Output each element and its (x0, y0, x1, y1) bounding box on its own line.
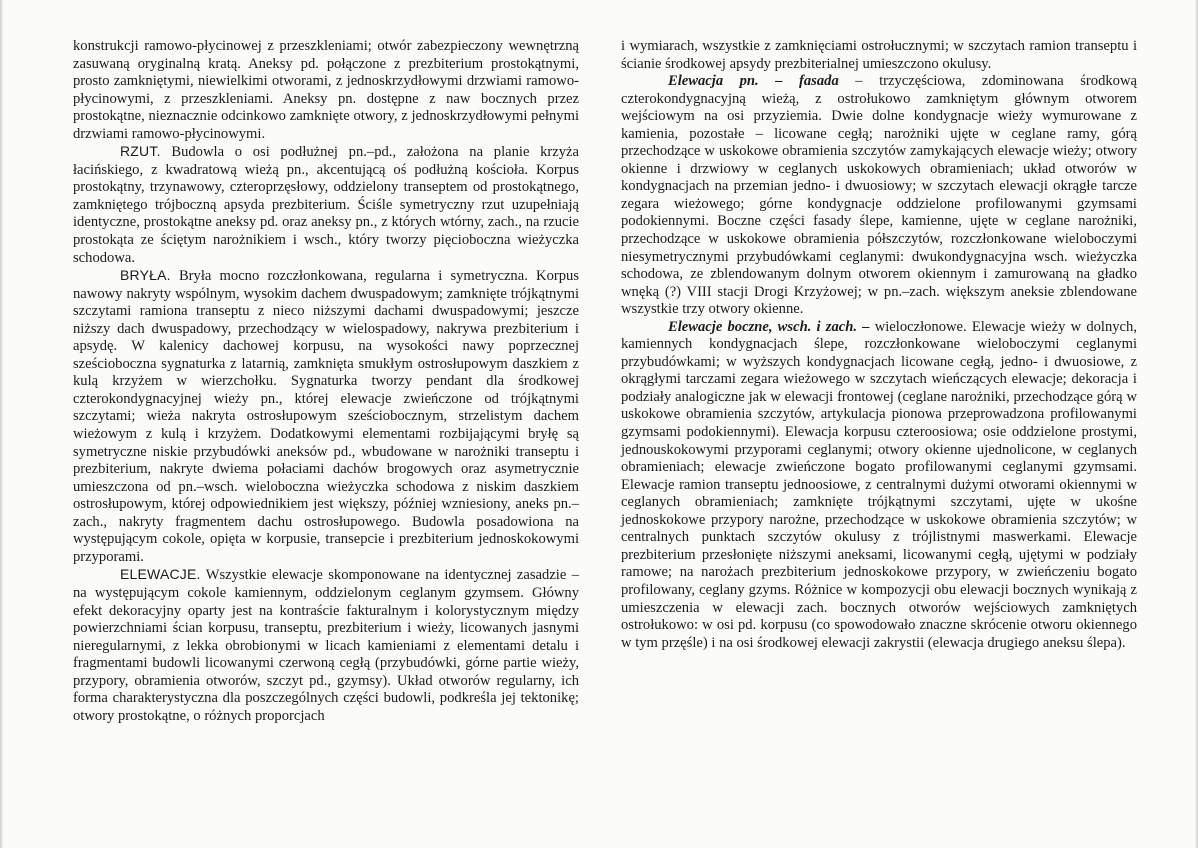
left-column (73, 38, 579, 725)
right-column (621, 38, 1137, 652)
page-edge-left (0, 0, 3, 848)
paragraph-openings: i wymiarach, wszystkie z zamknięciami ostrołucznymi; w szczytach ramion transeptu i ścianie środkowej apsydy prezbiterialnej umieszczono okulusy. (621, 38, 1137, 72)
subheading-fasada: Elewacja pn. – fasada (668, 73, 839, 90)
section-heading-elewacje: ELEWACJE. (120, 566, 201, 583)
bryla-text: Bryła mocno rozczłonkowana, regularna i symetryczna. Korpus nawowy nakryty wspólnym, wysokim dachem dwuspadowym; zamknięte trójkątnymi szczytami ramiona transeptu z nieco niższymi dachami dwuspadowymi; jeszcze niższy dach dwuspadowy, przechodzący w wielospadowy, nakrywa prezbiterium i apsydę. W kalenicy dachowej korpusu, na wysokości nawy poprzecznej sześcioboczna sygnaturka z latarnią, zamknięta smukłym ostrosłupowym daszkiem z kulą krzyżem w wierzchołku. Sygnaturka tworzy pendant dla środkowej czterokondygnacyjnej wieży pn., której elewacje zwieńczone od trójkątnymi szczytami; wieża nakryta ostrosłupowym sześciobocznym, strzelistym dachem wieżowym z kulą i krzyżem. Dodatkowymi elementami rozbijającymi bryłę są symetryczne niskie przybudówki aneksów pd., wbudowane w narożniki transeptu i prezbiterium, nakryte dwiema połaciami dachów brogowych oraz asymetrycznie umieszczona od pn.–wsch. wieloboczna wieżyczka schodowa z niskim daszkiem ostrosłupowym, której odpowiednikiem jest większy, później wzniesiony, aneks pn.–zach., nakryty fragmentem dachu ostrosłupowego. Budowla posadowiona na występującym cokole, opięta w korpusie, transepcie i prezbiterium jednoskokowymi przyporami. (73, 268, 579, 565)
paragraph-fasada (621, 73, 1137, 319)
section-heading-rzut: RZUT. (120, 143, 161, 160)
subheading-boczne: Elewacje boczne, wsch. i zach. – (668, 318, 870, 335)
paragraph-doors: konstrukcji ramowo-płycinowej z przeszkleniami; otwór zabezpieczony wewnętrzną zasuwaną oryginalną kratą. Aneksy pd. połączone z prezbiterium prostokątnymi, prosto zamkniętymi, niewielkimi otworami, z jednoskrzydłowymi drzwiami ramowo-płycinowymi, z przeszkleniami. Aneksy pn. dostępne z naw bocznych przez prostokątne, nieznacznie odcinkowo zamknięte otwory, z jednoskrzydłowymi pełnymi drzwiami ramowo-płycinowymi. (73, 38, 579, 142)
rzut-text: Budowla o osi podłużnej pn.–pd., założona na planie krzyża łacińskiego, z kwadratową wieżą pn., akcentującą oś podłużną kościoła. Korpus prostokątny, trzynawowy, czteroprzęsłowy, oddzielony transeptem od prostokątnego, zamkniętego trójboczną apsyda prezbiterium. Ściśle symetryczny rzut uzupełniają identyczne, prostokątne aneksy pd. oraz aneksy pn., z których wtórny, zach., na rzucie prostokąta ze ściętym narożnikiem i wsch., który tworzy pięcioboczna wieżyczka schodowa. (73, 144, 579, 266)
section-heading-bryla: BRYŁA. (120, 267, 171, 284)
paragraph-elewacje (73, 566, 579, 725)
elewacje-text: Wszystkie elewacje skomponowane na identycznej zasadzie – na występującym cokole kamiennym, oddzielonym ceglanym gzymsem. Główny efekt dekoracyjny oparty jest na kontraście fakturalnym i kolorystycznym między powierzchniami ścian korpusu, transeptu, prezbiterium i wieży, licowanych jasnymi nieregularnymi, z lekka obrobionymi w licach kamieniami z elementami detalu i fragmentami budowli licowanymi czerwoną cegłą (przybudówki, górne partie wieży, przypory, obramienia otworów, szczyt pd., gzymsy). Układ otworów regularny, ich forma charakterystyczna dla poszczególnych części budowli, podkreśla jej tektonikę; otwory prostokątne, o różnych proporcjach (73, 567, 579, 724)
paragraph-bryla (73, 267, 579, 566)
paragraph-rzut (73, 143, 579, 267)
paragraph-boczne (621, 319, 1137, 652)
fasada-text: – trzyczęściowa, zdominowana środkową czterokondygnacyjną wieżą, z ostrołukowo zamkniętym głównym otworem wejściowym na osi przyziemia. Dwie dolne kondygnacje wieży wymurowane z kamienia, pozostałe – licowane cegłą; narożniki ujęte w ceglane ramy, górą przechodzące w uskokowe obramienia szczytów zamykających elewacje wieży; otwory okienne i drzwiowy w ceglanych uskokowych obramieniach; układ otworów w kondygnacjach na przemian jedno- i dwuosiowy; w szczytach elewacji okrągłe tarcze zegara wieżowego; górne kondygnacje oddzielone profilowanymi gzymsami podokiennymi. Boczne części fasady ślepe, kamienne, ujęte w ceglane narożniki, przechodzące w uskokowe obramienia półszczytów, rozczłonkowane wieloboczymi niesymetrycznymi przybudówkami ceglanymi: dwukondygnacyjna wsch. wieżyczka schodowa, ze zblendowanym dolnym otworem okiennym i zamurowaną na gładko wnęką (?) VIII stacji Drogi Krzyżowej; w pn.–zach. większym aneksie zblendowane wszystkie trzy otwory okienne. (621, 73, 1137, 318)
boczne-text: wieloczłonowe. Elewacje wieży w dolnych, kamiennych kondygnacjach ślepe, rozczłonkowane wieloboczymi ceglanymi przybudówkami; w wyższych kondygnacjach licowane cegłą, jedno- i dwuosiowe, z okrągłymi tarczami zegara wieżowego w szczytach wieńczących elewacje; dekoracja i podziały analogiczne jak w elewacji frontowej (ceglane narożniki, przechodzące górą w uskokowe obramienia szczytów, artykulacja pionowa przeprowadzona profilowanymi gzymsami podokiennymi). Elewacja korpusu czteroosiowa; osie oddzielone prostymi, jednouskokowymi przyporami ceglanymi; otwory okienne ujednolicone, w ceglanych obramieniach; elewacje zwieńczone bogato profilowanymi ceglanymi gzymsami. Elewacje ramion transeptu jednoosiowe, z centralnymi dużymi otworami okiennymi w ceglanych obramieniach; zamknięte trójkątnymi szczytami, ujęte w ukośne jednoskokowe przypory narożne, przechodzące w uskokowe obramienia szczytów; w centralnych punktach szczytów okulusy z trójlistnymi maswerkami. Elewacje prezbiterium przesłonięte niższymi aneksami, licowanymi cegłą, ujętymi w podziały ramowe; na narożach prezbiterium jednoskokowe przypory, w zwieńczeniu bogato profilowany, ceglany gzyms. Różnice w kompozycji obu elewacji bocznych wynikają z umieszczenia w elewacji zach. bocznych otworów wejściowych zamkniętych ostrołukowo: w osi pd. korpusu (co spowodowało znaczne skrócenie otworu okiennego w tym przęśle) i na osi środkowej elewacji zakrystii (elewacja drugiego aneksu ślepa). (621, 318, 1137, 651)
